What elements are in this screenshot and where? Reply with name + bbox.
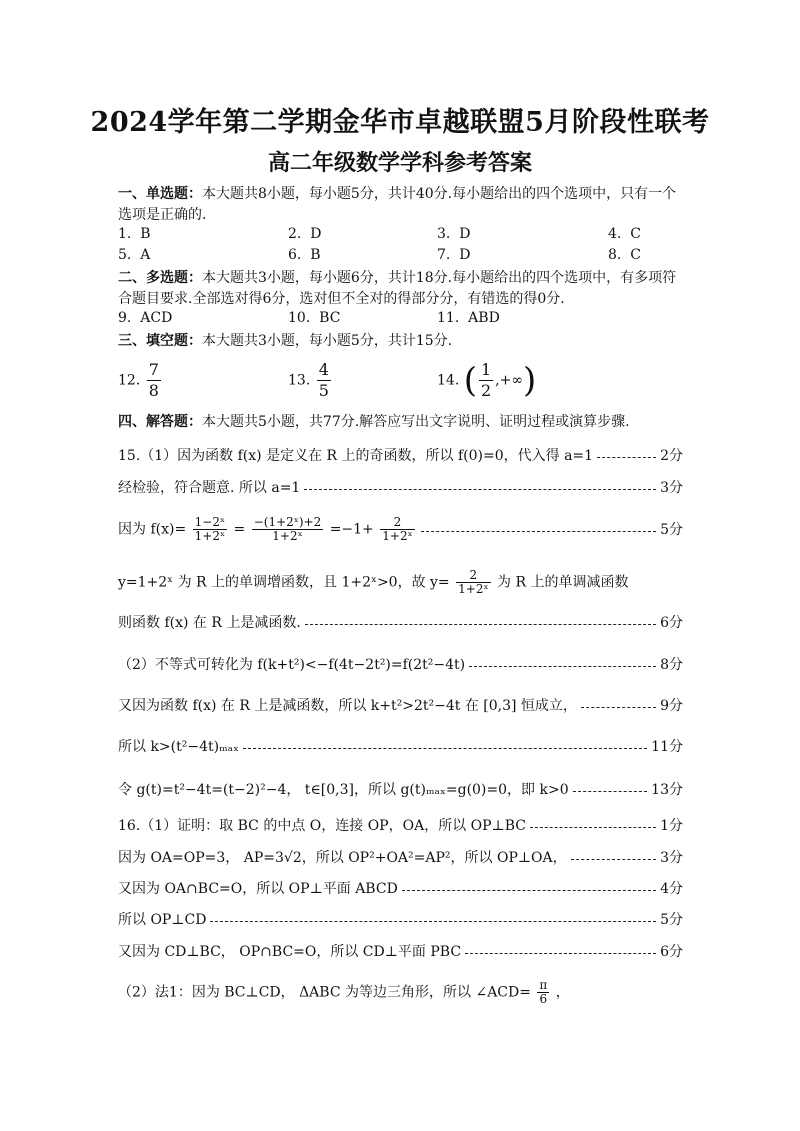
q15-line-9: 令 g(t)=t²−4t=(t−2)²−4， t∈[0,3]，所以 g(t)ₘₐₓ=g(0)=0，即 k>0 13分 [118, 782, 683, 798]
answer-3: 3. D [437, 226, 471, 242]
answer-2: 2. D [288, 226, 322, 242]
q15-line-3: 因为 f(x)= $\frac{\text{1−2ˣ}}{\text{1+2ˣ}}$ = $\frac{\text{−(1+2ˣ)+2}}{\text{1+2ˣ}}$ =−1+ $\frac{2}{\text{1+2ˣ}}$ 5分 [118, 514, 683, 543]
q15-line-8: 所以 k>(t²−4t)ₘₐₓ 11分 [118, 739, 683, 755]
paren-left: ( [463, 360, 477, 401]
page-title: 2024学年第二学期金华市卓越联盟5月阶段性联考 [90, 107, 710, 138]
section4-desc: 四、解答题：本大题共5小题，共77分.解答应写出文字说明、证明过程或演算步骤. [118, 414, 630, 430]
answer-13: 13. $\frac{4}{5}$ [288, 360, 329, 400]
answer-4: 4. C [608, 226, 641, 242]
answer-6: 6. B [288, 247, 321, 263]
section1-desc-line2: 选项是正确的. [118, 207, 207, 223]
q16-line-2: 因为 OA=OP=3， AP=3√2，所以 OP²+OA²=AP²，所以 OP⊥OA， 3分 [118, 850, 683, 866]
answer-8: 8. C [608, 247, 641, 263]
q15-line-5: 则函数 f(x) 在 R 上是减函数. 6分 [118, 615, 683, 631]
section2-desc-line1: 二、多选题：本大题共3小题，每小题6分，共计18分.每小题给出的四个选项中，有多项符 [118, 270, 677, 286]
q15-line-1: 15.（1）因为函数 f(x) 是定义在 R 上的奇函数，所以 f(0)=0，代入得 a=1 2分 [118, 448, 683, 464]
fraction-7-8: $\frac{7}{8}$ [148, 360, 159, 400]
q16-line-3: 又因为 OA∩BC=O，所以 OP⊥平面 ABCD 4分 [118, 881, 683, 897]
section4-heading: 四、解答题： [118, 414, 202, 430]
q16-line-1: 16.（1）证明：取 BC 的中点 O，连接 OP，OA，所以 OP⊥BC 1分 [118, 818, 683, 834]
paren-right: ) [523, 360, 537, 401]
q15-line-4: y=1+2ˣ 为 R 上的单调增函数，且 1+2ˣ>0，故 y= $\frac{2}{\text{1+2ˣ}}$ 为 R 上的单调减函数 [118, 567, 629, 596]
q16-line-6: （2）法1：因为 BC⊥CD， ΔABC 为等边三角形，所以 ∠ACD= $\frac{\pi}{6}$ ， [118, 977, 570, 1006]
q16-line-5: 又因为 CD⊥BC， OP∩BC=O，所以 CD⊥平面 PBC 6分 [118, 944, 683, 960]
answer-10: 10. BC [288, 310, 341, 326]
q15-line-7: 又因为函数 f(x) 在 R 上是减函数，所以 k+t²>2t²−4t 在 [0,3] 恒成立， 9分 [118, 698, 683, 714]
q16-line-4: 所以 OP⊥CD 5分 [118, 912, 683, 928]
answer-7: 7. D [437, 247, 471, 263]
answer-12: 12. $\frac{7}{8}$ [118, 360, 159, 400]
section3-heading: 三、填空题： [118, 333, 202, 349]
answer-14: 14. ( $\frac{1}{2}$ ,+∞) [437, 360, 537, 401]
q15-line-2: 经检验，符合题意. 所以 a=1 3分 [118, 480, 683, 496]
q15-line-6: （2）不等式可转化为 f(k+t²)<−f(4t−2t²)=f(2t²−4t) 8分 [118, 657, 683, 673]
answer-11: 11. ABD [437, 310, 500, 326]
section3-desc: 三、填空题：本大题共3小题，每小题5分，共计15分. [118, 333, 453, 349]
section2-heading: 二、多选题： [118, 270, 202, 286]
section1-desc-line1: 一、单选题：本大题共8小题，每小题5分，共计40分.每小题给出的四个选项中，只有一个 [118, 186, 677, 202]
section1-heading: 一、单选题： [118, 186, 202, 202]
section2-desc-line2: 合题目要求.全部选对得6分，选对但不全对的得部分分，有错选的得0分. [118, 291, 565, 307]
answer-9: 9. ACD [118, 310, 173, 326]
fraction-4-5: $\frac{4}{5}$ [318, 360, 329, 400]
answer-5: 5. A [118, 247, 151, 263]
fraction-1-2: $\frac{1}{2}$ [480, 360, 492, 400]
answer-1: 1. B [118, 226, 151, 242]
page-subtitle: 高二年级数学学科参考答案 [267, 150, 532, 176]
